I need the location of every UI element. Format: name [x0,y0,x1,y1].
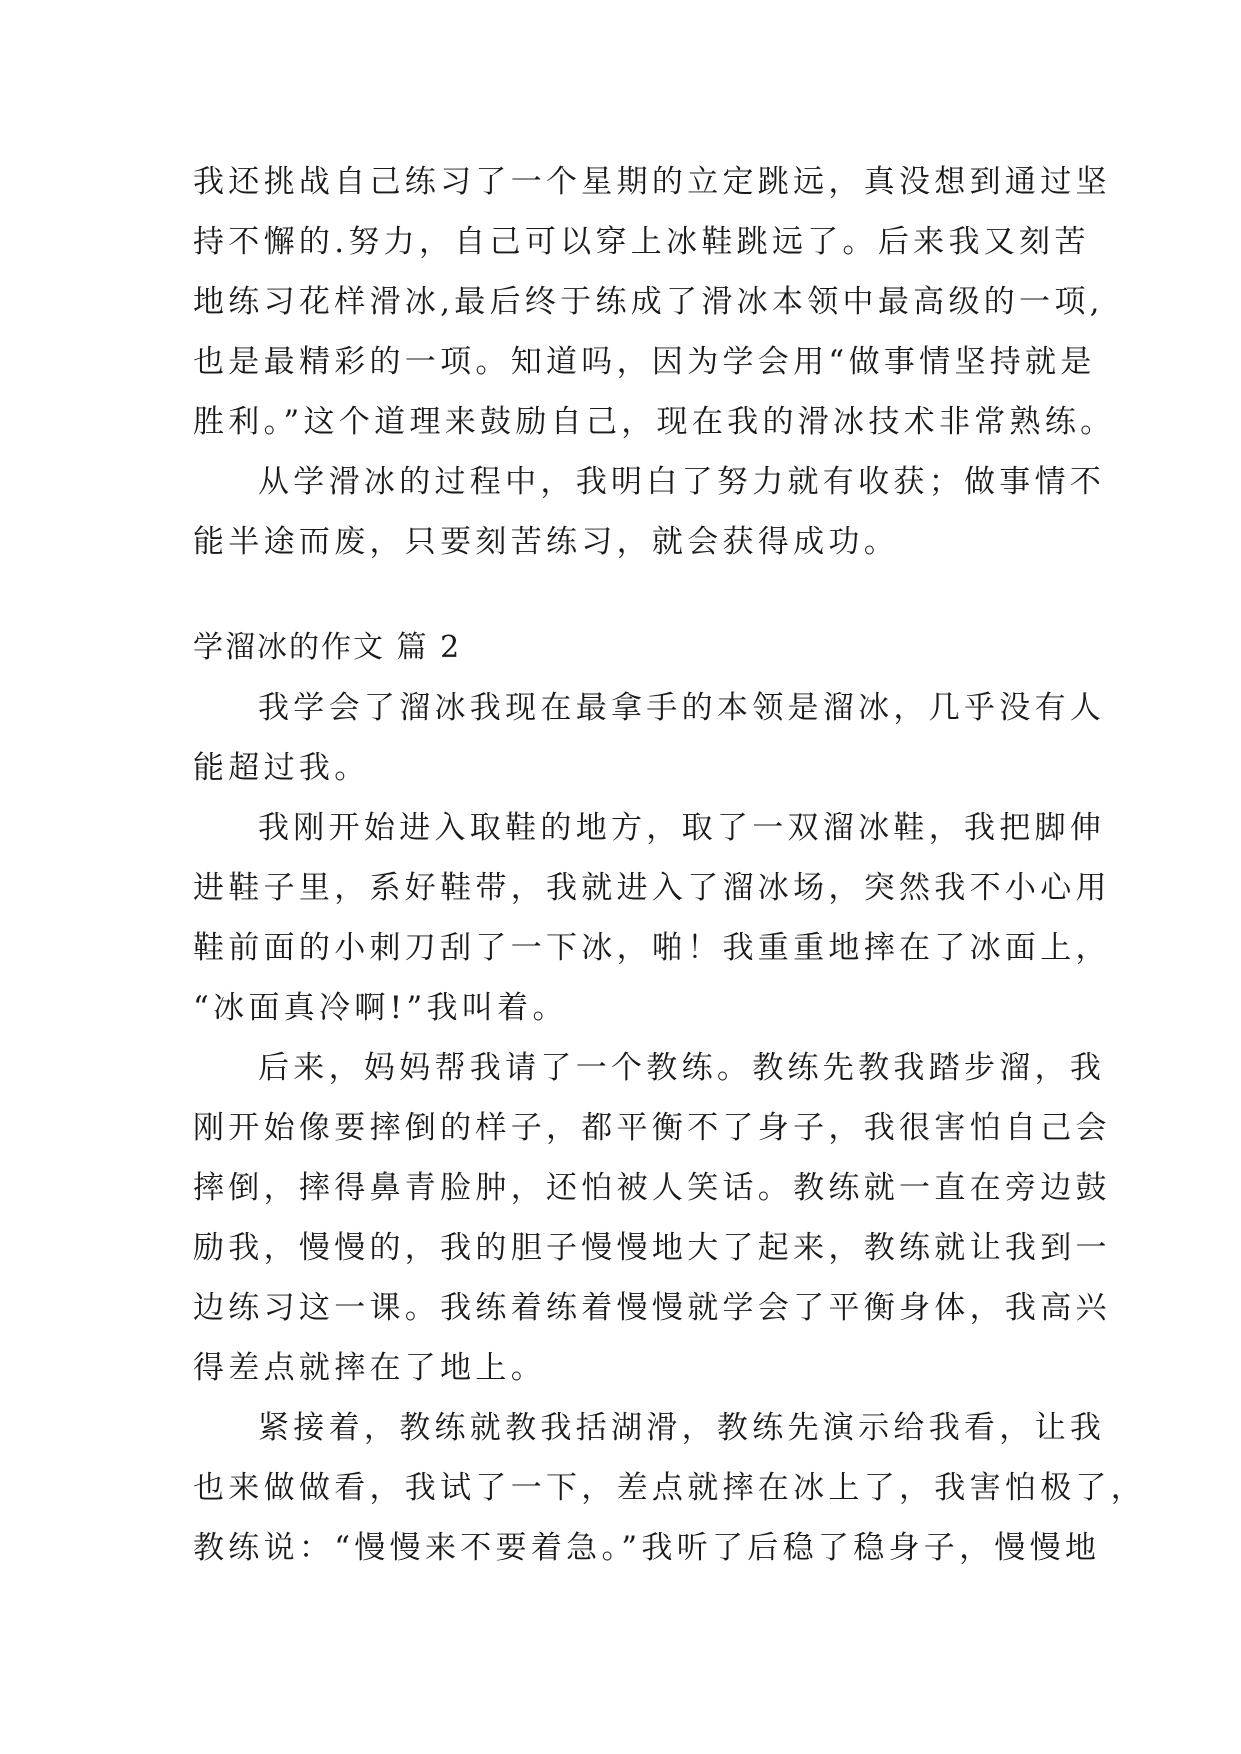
paragraph-1-line: 我还挑战自己练习了一个星期的立定跳远，真没想到通过坚 [193,164,1111,200]
paragraph-5-line: 励我，慢慢的，我的胆子慢慢地大了起来，教练就让我到一 [193,1230,1111,1266]
paragraph-2-line: 从学滑冰的过程中，我明白了努力就有收获；做事情不 [258,464,1106,500]
paragraph-6-line: 也来做做看，我试了一下，差点就摔在冰上了，我害怕极了， [193,1470,1147,1506]
paragraph-1-line: 胜利。”这个道理来鼓励自己，现在我的滑冰技术非常熟练。 [193,404,1116,440]
paragraph-3-line: 我学会了溜冰我现在最拿手的本领是溜冰，几乎没有人 [258,690,1106,726]
paragraph-5-line: 后来，妈妈帮我请了一个教练。教练先教我踏步溜，我 [258,1050,1106,1086]
paragraph-4-line: 进鞋子里，系好鞋带，我就进入了溜冰场，突然我不小心用 [193,870,1111,906]
section-heading: 学溜冰的作文 篇 2 [193,630,462,665]
paragraph-5-line: 边练习这一课。我练着练着慢慢就学会了平衡身体，我高兴 [193,1290,1111,1326]
paragraph-1-line: 持不懈的.努力，自己可以穿上冰鞋跳远了。后来我又刻苦 [193,224,1090,260]
paragraph-4-line: 我刚开始进入取鞋的地方，取了一双溜冰鞋，我把脚伸 [258,810,1106,846]
paragraph-4-line: 鞋前面的小刺刀刮了一下冰，啪！我重重地摔在了冰面上， [193,930,1111,966]
paragraph-1-line: 也是最精彩的一项。知道吗，因为学会用“做事情坚持就是 [193,344,1096,380]
paragraph-5-line: 刚开始像要摔倒的样子，都平衡不了身子，我很害怕自己会 [193,1110,1111,1146]
paragraph-6-line: 紧接着，教练就教我括湖滑，教练先演示给我看，让我 [258,1410,1106,1446]
paragraph-1-line: 地练习花样滑冰,最后终于练成了滑冰本领中最高级的一项, [193,284,1104,320]
paragraph-2-line: 能半途而废，只要刻苦练习，就会获得成功。 [193,524,899,560]
paragraph-5-line: 得差点就摔在了地上。 [193,1350,546,1386]
paragraph-3-line: 能超过我。 [193,750,370,786]
paragraph-6-line: 教练说：“慢慢来不要着急。”我听了后稳了稳身子，慢慢地 [193,1530,1101,1566]
paragraph-4-line: “冰面真冷啊!”我叫着。 [193,990,568,1026]
paragraph-5-line: 摔倒，摔得鼻青脸肿，还怕被人笑话。教练就一直在旁边鼓 [193,1170,1111,1206]
